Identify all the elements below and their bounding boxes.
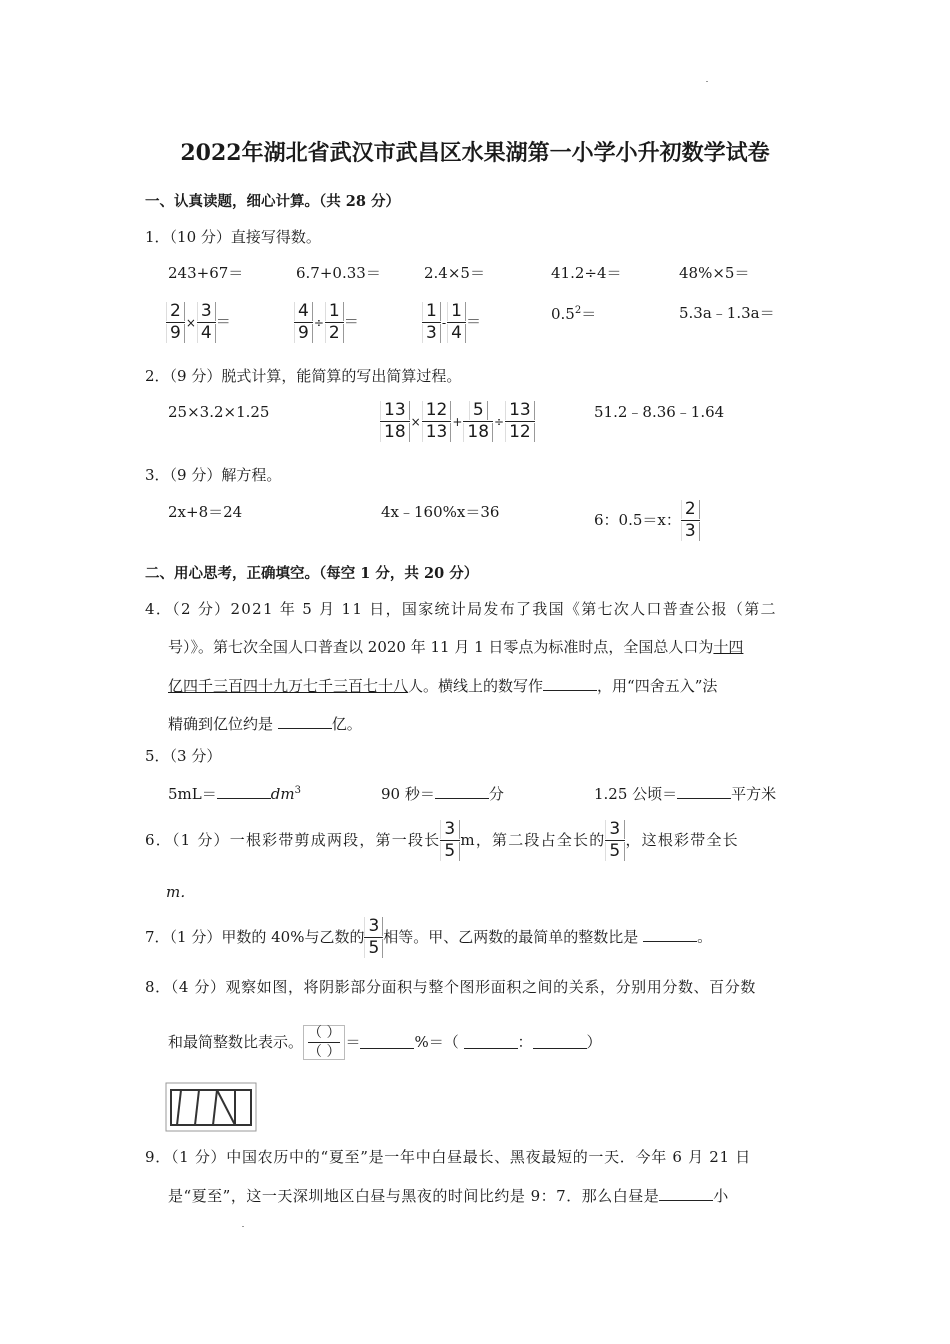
q1-power-expr: $0.5^2=$: [551, 305, 597, 323]
q8-line-1: 8．（4 分）观察如图，将阴影部分面积与整个图形面积之间的关系，分别用分数、百分数: [145, 978, 756, 996]
fraction: $\frac{13}{12}$: [505, 401, 535, 442]
fraction: $\frac{12}{13}$: [422, 401, 452, 442]
fraction: $\frac{3}{5}$: [440, 820, 460, 861]
answer-blank[interactable]: [360, 1036, 414, 1049]
question-2-label: 2．（9 分）脱式计算，能简算的写出简算过程。: [145, 367, 462, 385]
answer-blank[interactable]: [217, 786, 271, 799]
q7-line: 7．（1 分）甲数的 40%与乙数的 $\frac{3}{5}$ 相等。甲、乙两数的最简单的整数比是 。: [145, 916, 713, 958]
q5-item-1: $5mL= dm^3$: [168, 785, 301, 803]
q3-equation-3: 6：0.5＝x： $\frac{2}{3}$: [594, 500, 700, 541]
fraction: $\frac{13}{18}$: [380, 401, 410, 442]
q1-fraction-expr-1: $\frac{2}{9}$ × $\frac{3}{4}$ ＝: [166, 302, 231, 343]
shaded-figure: [165, 1082, 257, 1132]
q4-line-4: 精确到亿位约是 亿。: [168, 715, 362, 733]
q9-line-2: 是“夏至”，这一天深圳地区白昼与黑夜的时间比约是 9：7．那么白昼是 小: [168, 1187, 729, 1205]
q6-line-1: 6．（1 分）一根彩带剪成两段，第一段长 $\frac{3}{5}$ m，第二段占全长的 $\frac{3}{5}$ ，这根彩带全长: [145, 819, 739, 861]
question-3-label: 3．（9 分）解方程。: [145, 466, 282, 484]
fraction: $\frac{3}{4}$: [197, 302, 216, 343]
q5-item-2: 90 秒＝ 分: [381, 785, 504, 803]
fraction: $\frac{1}{4}$: [447, 302, 466, 343]
fraction: $\frac{3}{5}$: [605, 820, 625, 861]
q1-item-2: 6.7+0.33＝: [296, 264, 381, 282]
fraction: $\frac{4}{9}$: [294, 302, 313, 343]
answer-blank[interactable]: [464, 1036, 518, 1049]
q4-line-3: 亿四千三百四十九万七千三百七十八人。横线上的数写作 ，用“四舍五入”法: [168, 677, 718, 695]
fraction: $\frac{3}{5}$: [364, 917, 383, 958]
fraction: $\frac{2}{9}$: [166, 302, 185, 343]
q6-line-2: m．: [166, 883, 196, 901]
q2-expr-3: 51.2﹣8.36﹣1.64: [594, 403, 725, 421]
fraction: $\frac{2}{3}$: [681, 500, 700, 541]
fraction: $\frac{1}{3}$: [422, 302, 441, 343]
q2-expr-1: 25×3.2×1.25: [168, 403, 270, 421]
section-2-heading: 二、用心思考，正确填空。（每空 1 分，共 20 分）: [145, 565, 479, 582]
q1-item-5: 48%×5＝: [679, 264, 750, 282]
page-title: 2022年湖北省武汉市武昌区水果湖第一小学小升初数学试卷: [180, 140, 770, 166]
q1-item-1: 243+67＝: [168, 264, 244, 282]
q4-line-1: 4．（2 分）2021 年 5 月 11 日，国家统计局发布了我国《第七次人口普查公报（第二: [145, 600, 777, 618]
answer-blank[interactable]: [533, 1036, 587, 1049]
answer-blank[interactable]: [677, 786, 731, 799]
q1-fraction-expr-3: $\frac{1}{3}$ - $\frac{1}{4}$ ＝: [422, 302, 481, 343]
q9-line-1: 9．（1 分）中国农历中的“夏至”是一年中白昼最长、黑夜最短的一天．今年 6 月 21 日: [145, 1148, 751, 1166]
q2-expr-2: $\frac{13}{18}$ × $\frac{12}{13}$ + $\frac{5}{18}$ ÷ $\frac{13}{12}$: [380, 401, 535, 442]
q1-item-3: 2.4×5＝: [424, 264, 485, 282]
q8-line-2: 和最简整数比表示。 （ ） （ ） ＝ %＝（ ： ）: [168, 1025, 602, 1060]
question-1-label: 1．（10 分）直接写得数。: [145, 228, 321, 246]
answer-blank[interactable]: [435, 786, 489, 799]
q1-item-10: 5.3a﹣1.3a＝: [679, 304, 775, 322]
fraction: $\frac{5}{18}$: [463, 401, 493, 442]
answer-blank[interactable]: [278, 716, 332, 729]
question-5-label: 5．（3 分）: [145, 747, 222, 765]
q3-equation-1: 2x+8＝24: [168, 503, 243, 521]
q1-item-4: 41.2÷4＝: [551, 264, 622, 282]
answer-blank[interactable]: [543, 678, 597, 691]
answer-blank[interactable]: [659, 1188, 713, 1201]
fraction-placeholder: （ ） （ ）: [303, 1025, 345, 1060]
q5-item-3: 1.25 公顷＝ 平方米: [594, 785, 777, 803]
fraction: $\frac{1}{2}$: [325, 302, 344, 343]
q1-fraction-expr-2: $\frac{4}{9}$ ÷ $\frac{1}{2}$ ＝: [294, 302, 359, 343]
answer-blank[interactable]: [643, 929, 697, 942]
q3-equation-2: 4x﹣160%x＝36: [381, 503, 500, 521]
q4-line-2: 号）》。第七次全国人口普查以 2020 年 11 月 1 日零点为标准时点，全国总人口为十四: [168, 638, 744, 656]
section-1-heading: 一、认真读题，细心计算。（共 28 分）: [145, 193, 401, 210]
